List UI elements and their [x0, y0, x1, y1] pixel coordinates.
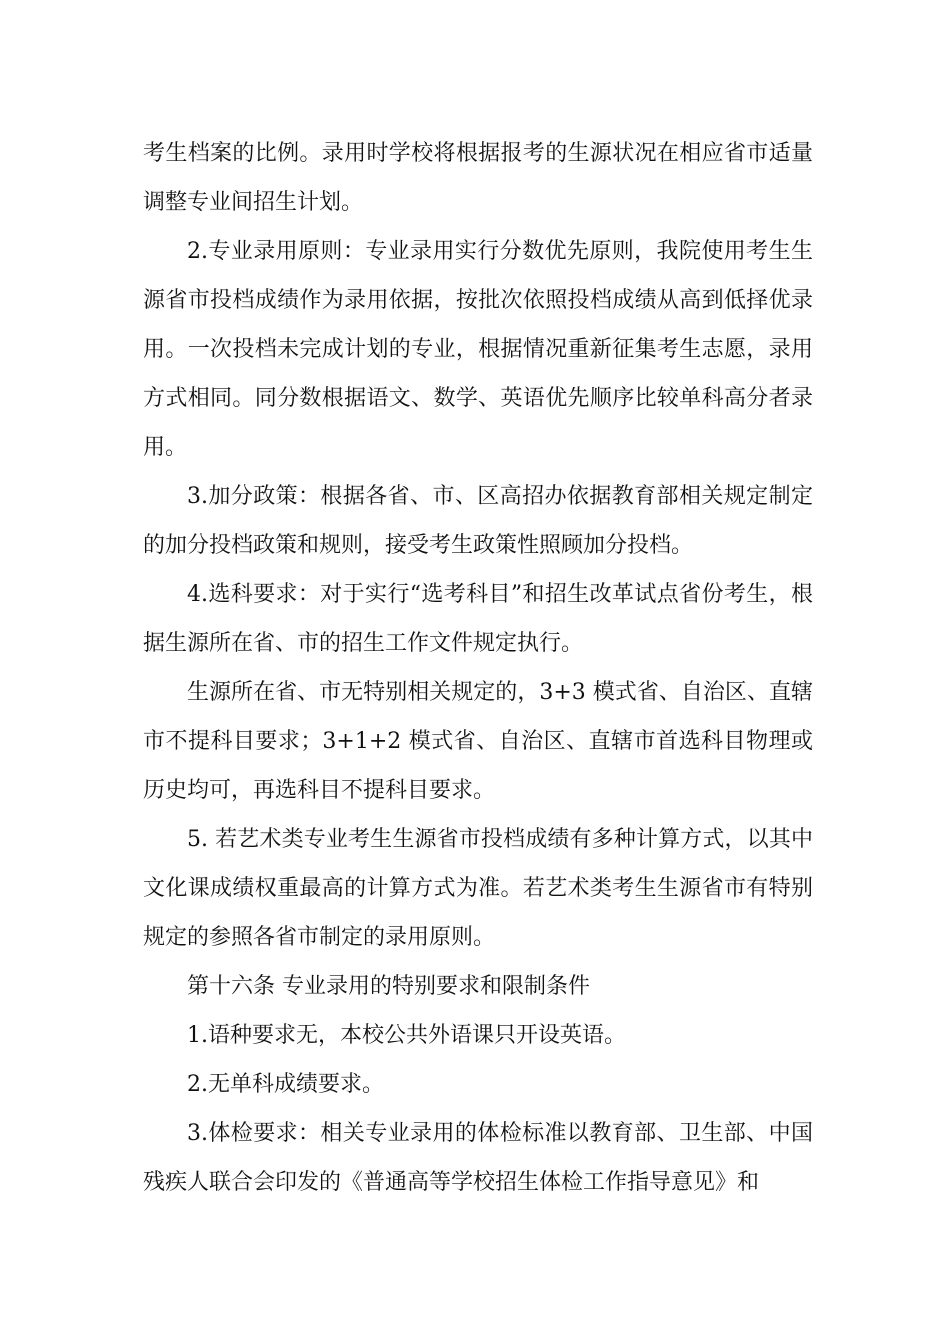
paragraph-9: 2.无单科成绩要求。 — [187, 1072, 384, 1097]
paragraph-3: 3.加分政策：根据各省、市、区高招办依据教育部相关规定制定的加分投档政策和规则，接受考生政策性照顾加分投档。 — [143, 484, 813, 558]
paragraph-8: 1.语种要求无，本校公共外语课只开设英语。 — [187, 1023, 626, 1048]
paragraph-10: 3.体检要求：相关专业录用的体检标准以教育部、卫生部、中国残疾人联合会印发的《普通高等学校招生体检工作指导意见》和 — [143, 1121, 813, 1195]
paragraph-1: 考生档案的比例。录用时学校将根据报考的生源状况在相应省市适量调整专业间招生计划。 — [143, 141, 813, 215]
paragraph-6: 5. 若艺术类专业考生生源省市投档成绩有多种计算方式，以其中文化课成绩权重最高的计算方式为准。若艺术类考生生源省市有特别规定的参照各省市制定的录用原则。 — [143, 827, 813, 950]
paragraph-5: 生源所在省、市无特别相关规定的，3+3 模式省、自治区、直辖市不提科目要求；3+1+2 模式省、自治区、直辖市首选科目物理或历史均可，再选科目不提科目要求。 — [143, 680, 813, 803]
document-body — [143, 129, 813, 1207]
section-heading-article-16: 第十六条 专业录用的特别要求和限制条件 — [187, 974, 590, 999]
paragraph-4: 4.选科要求：对于实行“选考科目”和招生改革试点省份考生，根据生源所在省、市的招生工作文件规定执行。 — [143, 582, 813, 656]
paragraph-2: 2.专业录用原则：专业录用实行分数优先原则，我院使用考生生源省市投档成绩作为录用依据，按批次依照投档成绩从高到低择优录用。一次投档未完成计划的专业，根据情况重新征集考生志愿，录用方式相同。同分数根据语文、数学、英语优先顺序比较单科高分者录用。 — [143, 239, 813, 460]
